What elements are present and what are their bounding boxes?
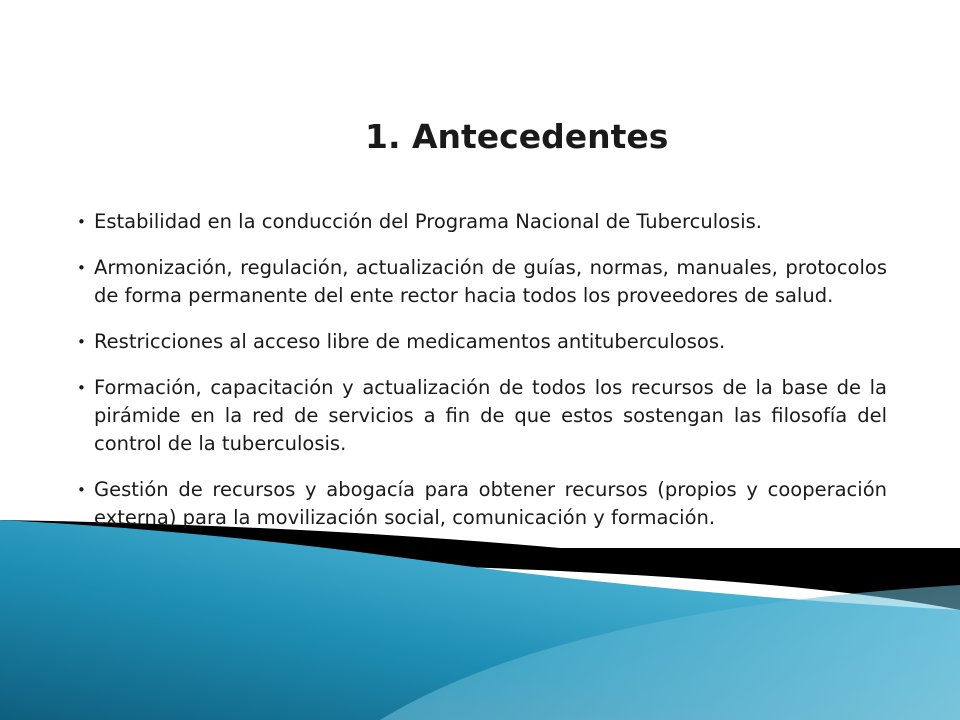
bullet-item-2 [77,254,887,310]
slide-title: 1. Antecedentes [365,117,669,156]
bullet-dot-icon: • [77,213,86,231]
bullet-text-1: Estabilidad en la conducción del Programa Nacional de Tuberculosis. [94,210,762,233]
bullet-item-1 [77,208,887,236]
bullet-text-3: Restricciones al acceso libre de medicamentos antituberculosos. [94,330,726,353]
bullet-text-2: Armonización, regulación, actualización de guías, normas, manuales, protocolos de forma permanente del ente rector hacia todos los proveedores de salud. [94,256,887,307]
bullet-dot-icon: • [77,481,86,499]
bullet-text-5: Gestión de recursos y abogacía para obtener recursos (propios y cooperación externa) para la movilización social, comunicación y formación. [94,478,887,529]
bullet-item-4 [77,374,887,458]
bullet-item-3 [77,328,887,356]
bullet-dot-icon: • [77,379,86,397]
bullet-dot-icon: • [77,259,86,277]
bullet-list [77,208,887,550]
bullet-item-5 [77,476,887,532]
bullet-dot-icon: • [77,333,86,351]
bullet-text-4: Formación, capacitación y actualización de todos los recursos de la base de la pirámide en la red de servicios a fin de que estos sostengan las filosofía del control de la tuberculosis. [94,376,887,455]
